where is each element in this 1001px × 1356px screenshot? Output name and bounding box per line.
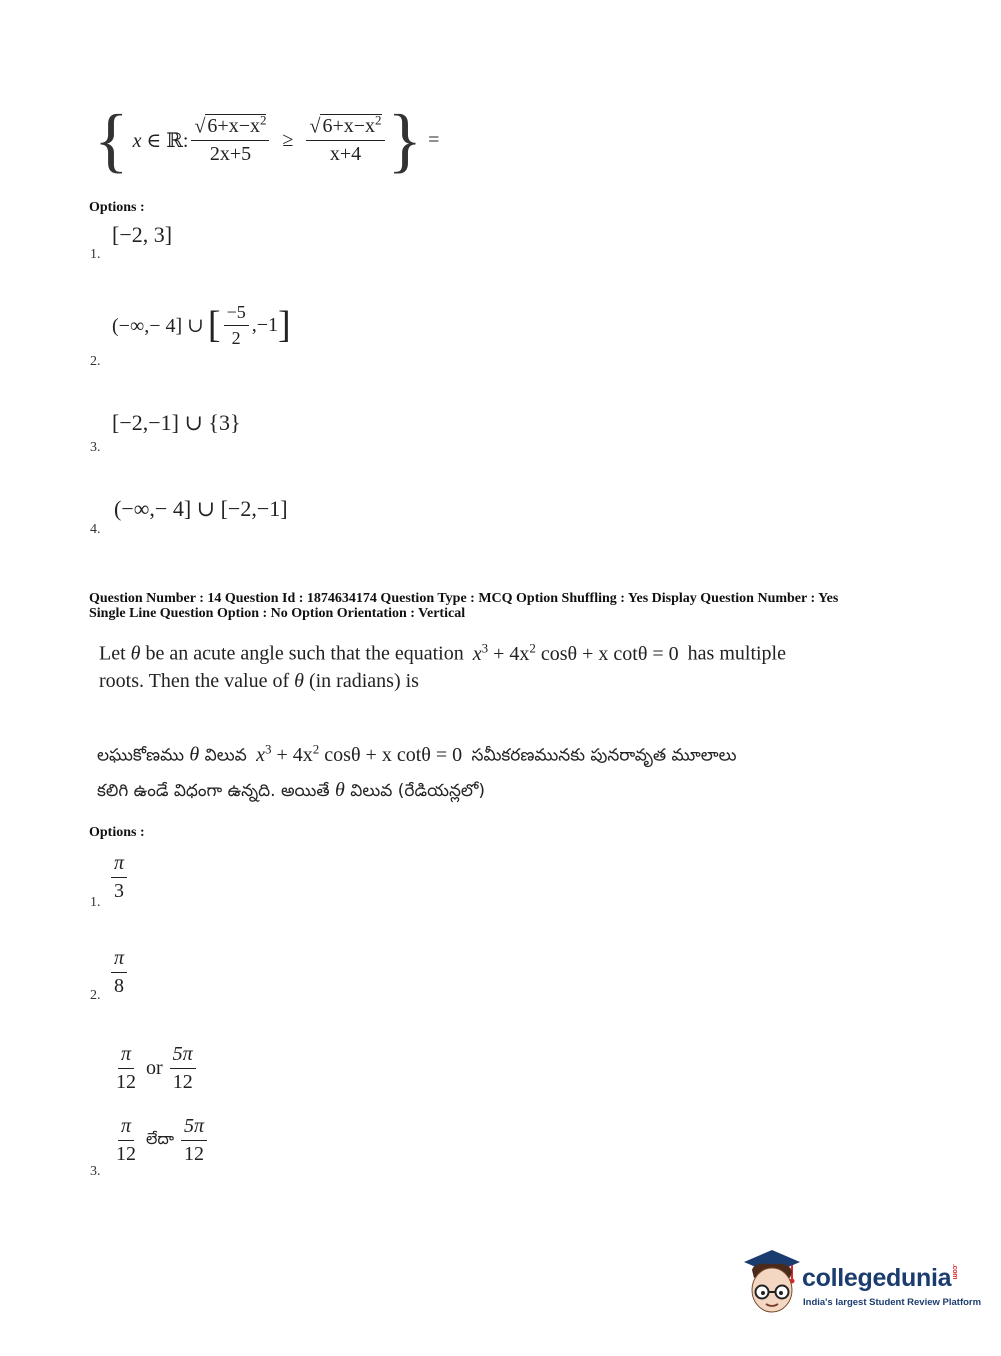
- q13-option-1-text[interactable]: [−2, 3]: [112, 222, 173, 247]
- q14-option-1-text[interactable]: $\frac{\pi}{3}$: [108, 852, 130, 903]
- equals-sign: =: [428, 128, 440, 151]
- logo-com: .com: [951, 1264, 959, 1280]
- mascot-icon: [742, 1248, 802, 1318]
- q14-option-3-number: 3.: [90, 1164, 101, 1179]
- q13-option-3-text[interactable]: [−2,−1] ∪ {3}: [112, 410, 241, 435]
- q14-meta-line-1: Question Number : 14 Question Id : 1874634174 Question Type : MCQ Option Shuffling : Yes Display Question Number : Yes: [89, 591, 839, 606]
- q13-option-4-text[interactable]: (−∞,− 4] ∪ [−2,−1]: [114, 496, 288, 521]
- q13-expression: [94, 98, 439, 182]
- q13-option-2-text[interactable]: (−∞,− 4] ∪ [ $\frac{-5}{2}$ ,−1 ]: [112, 302, 291, 348]
- left-brace: {: [94, 100, 129, 180]
- q14-meta-line-2: Single Line Question Option : No Option Orientation : Vertical: [89, 606, 466, 621]
- q13-option-3-number: 3.: [90, 440, 101, 455]
- q14-option-3-english[interactable]: $\frac{\pi}{12}$ or $\frac{5\pi}{12}$: [110, 1043, 199, 1094]
- logo-wordmark: collegedunia.com: [802, 1264, 959, 1292]
- inequality-sign: ≥: [282, 128, 294, 151]
- q14-options-label: Options :: [89, 825, 145, 840]
- q13-option-2-number: 2.: [90, 354, 101, 369]
- set-prefix: x ∈ ℝ:: [132, 129, 189, 152]
- right-brace: }: [387, 100, 423, 180]
- q14-option-2-text[interactable]: $\frac{\pi}{8}$: [108, 947, 130, 998]
- q14-question-telugu: లఘుకోణము θ విలువ $x^3 + 4x^2$ cosθ + x cotθ = 0 సమీకరణమునకు పునరావృత మూలాలు కలిగి ఉండే విధంగా ఉన్నది. అయితే θ విలువ (రేడియన్లలో): [97, 741, 737, 801]
- q13-option-4-number: 4.: [90, 522, 101, 537]
- logo-tagline: India's largest Student Review Platform: [803, 1297, 982, 1308]
- right-fraction: $\frac{√ 6+x-x^2}{x+4}$: [306, 114, 384, 167]
- left-fraction: $\frac{√ 6+x-x^2}{2x+5}$: [191, 114, 269, 167]
- q14-question-english: Let θ be an acute angle such that the equation $x^3 + 4x^2$ cosθ + x cotθ = 0 has multiple roots. Then the value of θ (in radians) is: [99, 640, 786, 692]
- q14-option-3-telugu[interactable]: $\frac{\pi}{12}$ లేదా $\frac{5\pi}{12}$: [110, 1115, 210, 1166]
- collegedunia-logo[interactable]: [740, 1248, 982, 1320]
- q13-option-1-number: 1.: [90, 247, 101, 262]
- q13-options-label: Options :: [89, 200, 145, 215]
- q14-option-2-number: 2.: [90, 988, 101, 1003]
- q14-option-1-number: 1.: [90, 895, 101, 910]
